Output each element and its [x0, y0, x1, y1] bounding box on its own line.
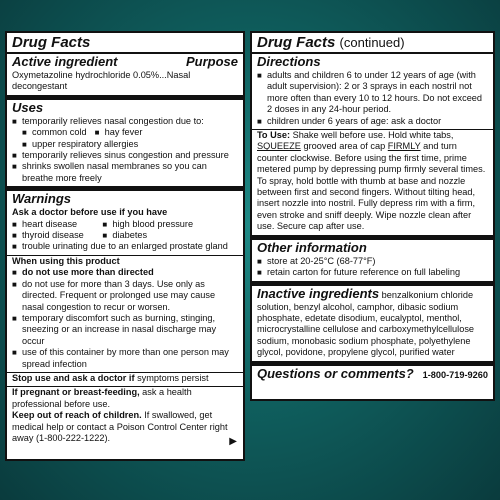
- uses-subitems: ■ upper respiratory allergies: [12, 139, 238, 150]
- other-information-heading: Other information: [257, 239, 367, 255]
- inactive-ingredients-paragraph: Inactive ingredients benzalkonium chloride solution, benzyl alcohol, camphor, dibasic sodium phosphate, edetate disodium, eucalyptol, menthol, microcrystalline cellulose and carboxymethylcellulose sodium, monobasic sodium phosphate, polyethylene glycol, povidone, propylene glycol, purified water: [257, 285, 475, 358]
- stop-use-line: Stop use and ask a doctor if symptoms persist: [12, 372, 209, 383]
- condition-item: ■ trouble urinating due to an enlarged prostate gland: [12, 241, 238, 254]
- other-info-item: ■ store at 20-25°C (68-77°F): [257, 256, 488, 267]
- pregnancy-line: If pregnant or breast-feeding, ask a health professional before use.: [12, 387, 192, 409]
- when-using-item: ■ use of this container by more than one person may spread infection: [12, 347, 238, 372]
- drug-facts-continued-title: Drug Facts (continued): [257, 34, 405, 51]
- when-using-item: ■ temporary discomfort such as burning, stinging, sneezing or an increase in nasal discharge may occur: [12, 313, 238, 347]
- when-using-item: ■ do not use more than directed: [12, 267, 238, 278]
- to-use-paragraph: To Use: Shake well before use. Hold white tabs, SQUEEZE grooved area of cap FIRMLY and turn counter clockwise. Before using the first time, prime metered pump by depressing pump firmly several times. To spray, hold bottle with thumb at base and nozzle between first and second fingers. Without tilting head, insert nozzle into nostril. Fully depress rim with a firm, even stroke and sniff deeply. Wipe nozzle clean after use. Secure cap after use.: [257, 130, 486, 232]
- directions-item: ■ children under 6 years of age: ask a doctor: [257, 116, 488, 129]
- drug-facts-title: Drug Facts: [12, 34, 91, 51]
- uses-item: ■ shrinks swollen nasal membranes so you can breathe more freely: [12, 161, 238, 186]
- directions-item: ■ adults and children 6 to under 12 years of age (with adult supervision): 2 or 3 sprays in each nostril not more often than every 10 to 12 hours. Do not exceed 2 doses in any 24-hour period.: [257, 70, 488, 116]
- uses-subitems: ■ common cold ■ hay fever: [12, 127, 238, 138]
- active-ingredient-line: Oxymetazoline hydrochloride 0.05%...Nasal decongestant: [12, 70, 191, 92]
- when-using-heading: When using this product: [12, 255, 120, 266]
- directions-heading: Directions: [257, 54, 321, 69]
- warnings-heading: Warnings: [12, 191, 71, 207]
- ask-doctor-heading: Ask a doctor before use if you have: [12, 207, 168, 218]
- when-using-item: ■ do not use for more than 3 days. Use only as directed. Frequent or prolonged use may cause nasal congestion to recur or worsen.: [12, 279, 238, 313]
- purpose-heading: Purpose: [185, 54, 238, 69]
- conditions-list: ■ heart disease ■ high blood pressure ■ thyroid disease ■ diabetes: [12, 219, 238, 242]
- keep-out-line: Keep out of reach of children. If swallowed, get medical help or contact a Poison Control Center right away (1-800-222-1222).: [12, 410, 228, 443]
- questions-line: Questions or comments? 1-800-719-9260: [257, 365, 488, 381]
- uses-item: ■ temporarily relieves sinus congestion and pressure: [12, 150, 238, 161]
- uses-heading: Uses: [12, 99, 44, 115]
- uses-item: ■ temporarily relieves nasal congestion due to:: [12, 116, 238, 127]
- active-ingredient-heading: Active ingredient: [12, 54, 118, 69]
- continue-arrow-icon: ▶: [229, 436, 237, 447]
- drug-facts-panel-right: [250, 31, 495, 401]
- drug-facts-panel-left: [5, 31, 245, 461]
- other-info-item: ■ retain carton for future reference on full labeling: [257, 267, 488, 280]
- phone-number: 1-800-719-9260: [422, 369, 488, 380]
